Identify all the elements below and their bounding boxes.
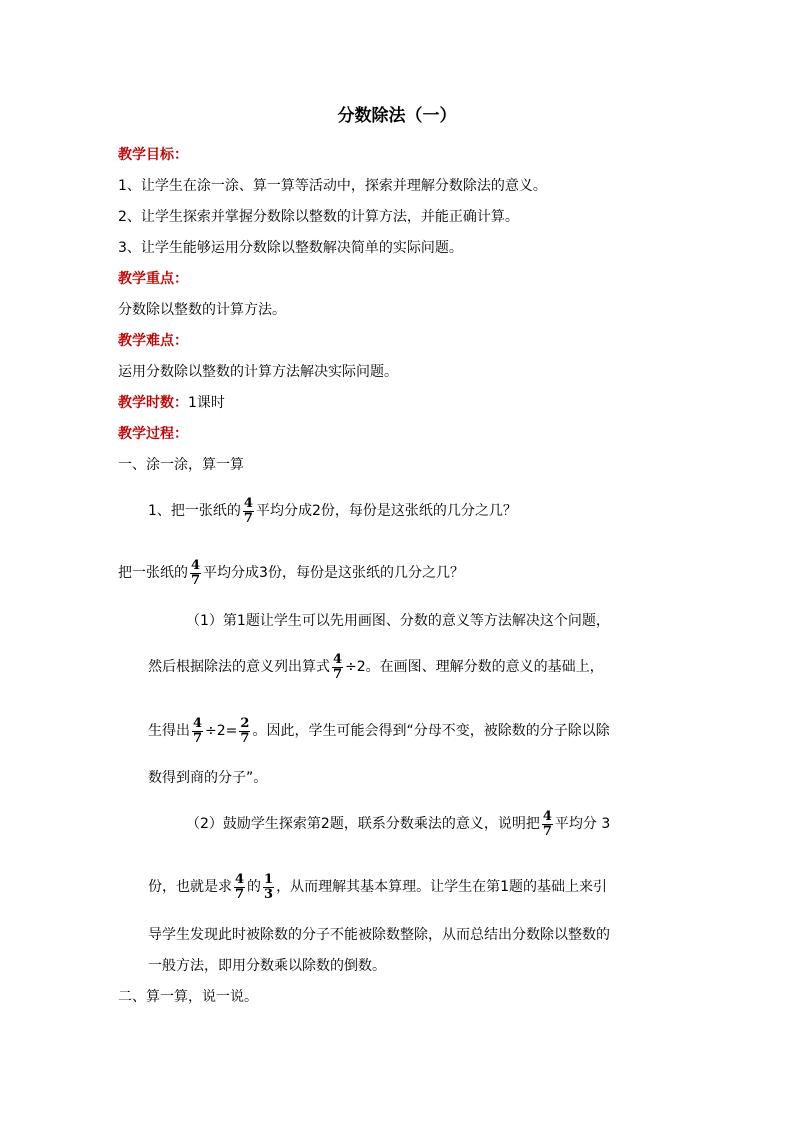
fraction-4-7 [234,873,245,902]
para2-l2-before: 份，也就是求 [148,879,232,895]
para1-l3-before: 生得出 [148,723,190,739]
frac-denominator: 7 [235,886,245,902]
para2-l2-after: ，从而理解其基本算理。让学生在第1题的基础上来引 [276,879,607,895]
q2-text-after: 平均分成3份，每份是这张纸的几分之几？ [203,565,464,581]
para1-l3-after: 。因此，学生可能会得到“分母不变，被除数的分子除以除 [252,723,610,739]
para2-l1-before: （2）鼓励学生探索第2题，联系分数乘法的意义，说明把 [186,816,540,832]
goal-item-1: 1、让学生在涂一涂、算一算等活动中，探索并理解分数除法的意义。 [118,178,547,194]
q1-text-before: 1、把一张纸的 [148,503,241,519]
para1-line2 [148,650,604,684]
fraction-4-7 [542,810,553,839]
frac-numerator: 4 [235,871,245,887]
question-2 [118,556,464,590]
fraction-4-7 [190,559,201,588]
question-1 [148,494,517,528]
hours-text: 1课时 [188,395,225,411]
para2-line2 [148,870,607,904]
page-title: 分数除法（一） [337,106,457,126]
para2-l1-after: 平均分 3 [554,816,611,832]
para1-line4: 数得到商的分子”。 [148,770,268,786]
goal-item-2: 2、让学生探索并掌握分数除以整数的计算方法，并能正确计算。 [118,209,519,225]
frac-numerator: 4 [193,715,203,731]
fraction-4-7 [243,497,254,526]
fraction-2-7 [239,717,250,746]
para1-l3-mid: ÷2= [205,723,238,739]
frac-numerator: 4 [542,808,552,824]
section1-title: 一、涂一涂，算一算 [118,457,244,473]
section2-title: 二、算一算，说一说。 [118,989,258,1005]
difficulty-heading: 教学难点： [118,333,188,349]
para2-line1 [186,807,610,841]
key-point-text: 分数除以整数的计算方法。 [118,302,286,318]
fraction-4-7 [332,653,343,682]
fraction-1-3 [263,873,274,902]
hours-heading: 教学时数： [118,395,188,411]
fraction-4-7 [192,717,203,746]
frac-numerator: 4 [191,557,201,573]
frac-denominator: 7 [243,510,253,526]
q2-text-before: 把一张纸的 [118,565,188,581]
para2-l2-mid: 的 [247,879,262,895]
frac-numerator: 4 [243,495,253,511]
frac-denominator: 3 [264,886,274,902]
frac-numerator: 4 [333,651,343,667]
frac-numerator: 1 [264,871,274,887]
frac-denominator: 7 [240,730,250,746]
frac-denominator: 7 [542,823,552,839]
process-heading: 教学过程： [118,426,188,442]
hours-row [118,393,225,413]
para1-l2-before: 然后根据除法的意义列出算式 [148,659,330,675]
frac-denominator: 7 [191,572,201,588]
para2-line3: 导学生发现此时被除数的分子不能被除数整除，从而总结出分数除以整数的 [148,927,610,943]
frac-denominator: 7 [193,730,203,746]
goals-heading: 教学目标： [118,147,188,163]
key-point-heading: 教学重点： [118,271,188,287]
difficulty-text: 运用分数除以整数的计算方法解决实际问题。 [118,364,398,380]
para2-line4: 一般方法，即用分数乘以除数的倒数。 [148,958,386,974]
para1-line3 [148,714,610,748]
goal-item-3: 3、让学生能够运用分数除以整数解决简单的实际问题。 [118,240,463,256]
frac-denominator: 7 [333,666,343,682]
q1-text-after: 平均分成2份，每份是这张纸的几分之几？ [255,503,517,519]
para1-line1: （1）第1题让学生可以先用画图、分数的意义等方法解决这个问题， [186,613,610,629]
frac-numerator: 2 [240,715,250,731]
para1-l2-after: ÷2。在画图、理解分数的意义的基础上， [345,659,604,675]
